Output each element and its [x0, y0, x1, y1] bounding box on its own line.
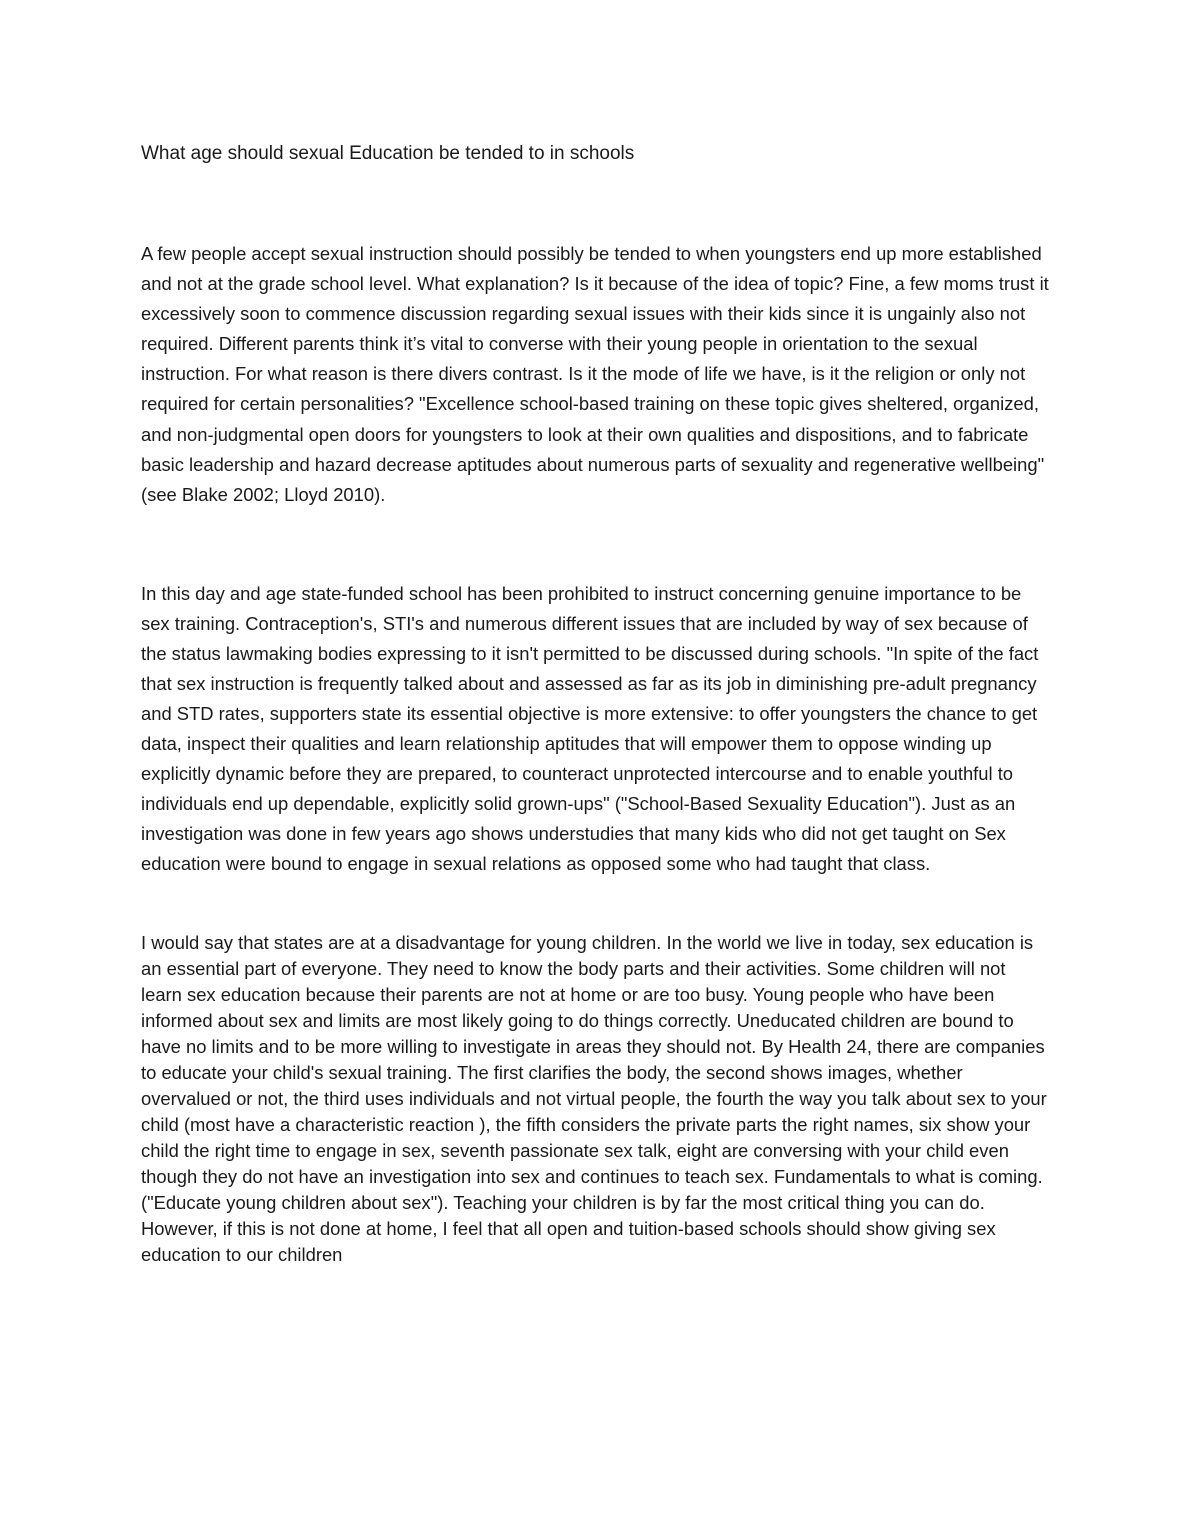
document-title: What age should sexual Education be tended to in schools — [141, 143, 635, 164]
body-paragraph-3: I would say that states are at a disadvantage for young children. In the world we live in today, sex education is an essential part of everyone. They need to know the body parts and their activities. Some children will not learn sex education because their parents are not at home or are too busy. Young people who have been informed about sex and limits are most likely going to do things correctly. Uneducated children are bound to have no limits and to be more willing to investigate in areas they should not. By Health 24, there are companies to educate your child's sexual training. The first clarifies the body, the second shows images, whether overvalued or not, the third uses individuals and not virtual people, the fourth the way you talk about sex to your child (most have a characteristic reaction ), the fifth considers the private parts the right names, six show your child the right time to engage in sex, seventh passionate sex talk, eight are conversing with your child even though they do not have an investigation into sex and continues to teach sex. Fundamentals to what is coming. ("Educate young children about sex"). Teaching your children is by far the most critical thing you can do. However, if this is not done at home, I feel that all open and tuition-based schools should show giving sex education to our children — [141, 932, 1047, 1265]
body-paragraph-2: In this day and age state-funded school has been prohibited to instruct concerning genuine importance to be sex training. Contraception's, STI's and numerous different issues that are included by way of sex because of the status lawmaking bodies expressing to it isn't permitted to be discussed during schools. "In spite of the fact that sex instruction is frequently talked about and assessed as far as its job in diminishing pre-adult pregnancy and STD rates, supporters state its essential objective is more extensive: to offer youngsters the chance to get data, inspect their qualities and learn relationship aptitudes that will empower them to oppose winding up explicitly dynamic before they are prepared, to counteract unprotected intercourse and to enable youthful to individuals end up dependable, explicitly solid grown-ups" ("School-Based Sexuality Education"). Just as an investigation was done in few years ago shows understudies that many kids who did not get taught on Sex education were bound to engage in sexual relations as opposed some who had taught that class. — [141, 583, 1039, 874]
body-paragraph-1: A few people accept sexual instruction should possibly be tended to when youngsters end up more established and not at the grade school level. What explanation? Is it because of the idea of topic? Fine, a few moms trust it excessively soon to commence discussion regarding sexual issues with their kids since it is ungainly also not required. Different parents think it’s vital to converse with their young people in orientation to the sexual instruction. For what reason is there divers contrast. Is it the mode of life we have, is it the religion or only not required for certain personalities? "Excellence school-based training on these topic gives sheltered, organized, and non-judgmental open doors for youngsters to look at their own qualities and dispositions, and to fabricate basic leadership and hazard decrease aptitudes about numerous parts of sexuality and regenerative wellbeing" (see Blake 2002; Lloyd 2010). — [141, 243, 1049, 505]
